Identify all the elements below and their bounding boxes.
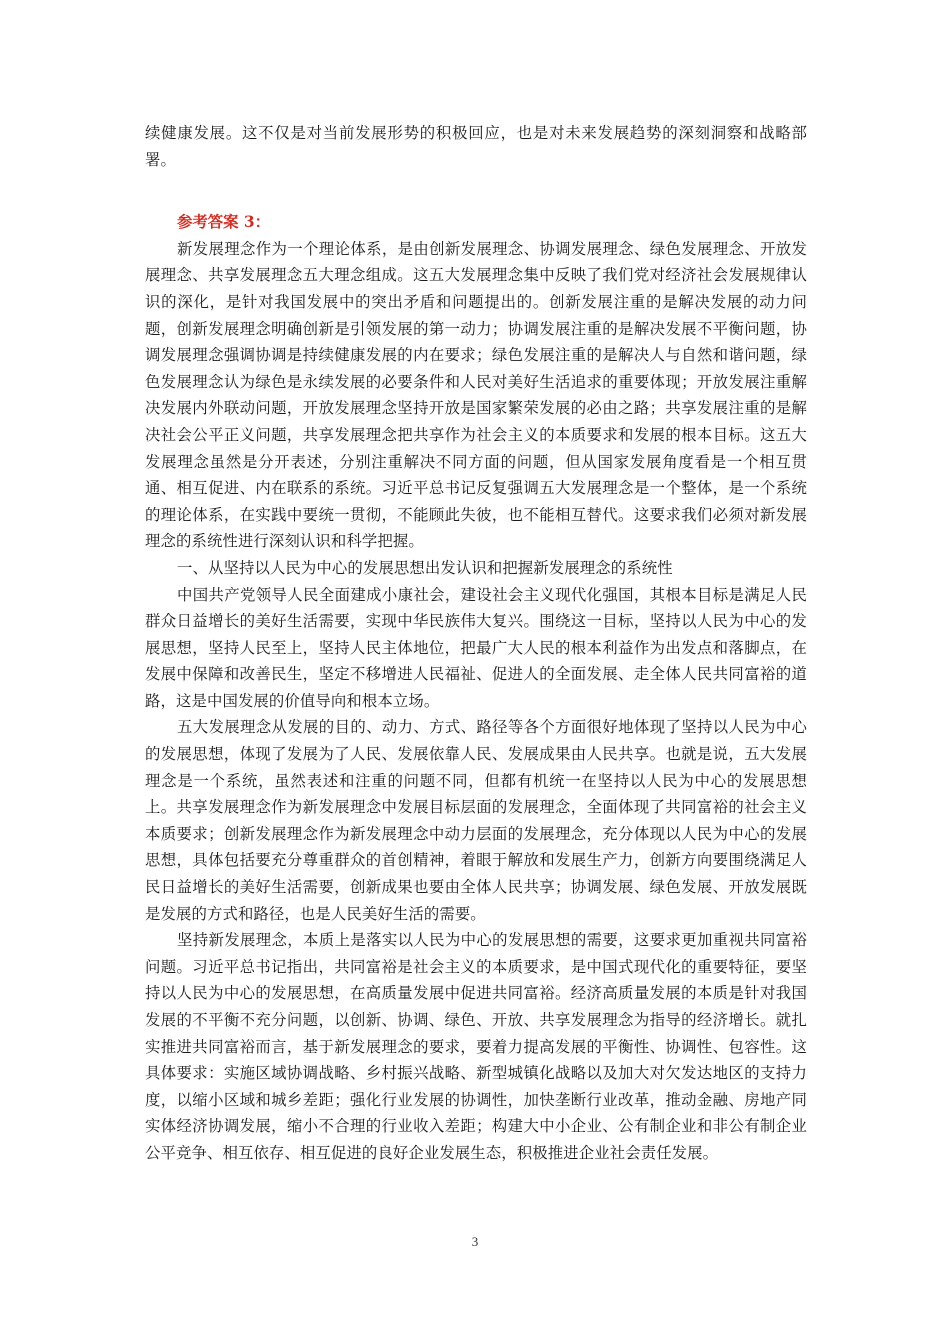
answer-heading: 参考答案 3： [177, 213, 271, 232]
body-paragraph-3: 五大发展理念从发展的目的、动力、方式、路径等各个方面很好地体现了坚持以人民为中心的发展思想，体现了发展为了人民、发展依靠人民、发展成果由人民共享。也就是说，五大发展理念是一个系统，虽然表述和注重的问题不同，但都有机统一在坚持以人民为中心的发展思想上。共享发展理念作为新发展理念中发展目标层面的发展理念，全面体现了共同富裕的社会主义本质要求；创新发展理念作为新发展理念中动力层面的发展理念，充分体现以人民为中心的发展思想，具体包括要充分尊重群众的首创精神，着眼于解放和发展生产力，创新方向要围绕满足人民日益增长的美好生活需要，创新成果也要由全体人民共享；协调发展、绿色发展、开放发展既是发展的方式和路径，也是人民美好生活的需要。 [145, 718, 807, 923]
body-paragraph-1: 新发展理念作为一个理论体系，是由创新发展理念、协调发展理念、绿色发展理念、开放发展理念、共享发展理念五大理念组成。这五大发展理念集中反映了我们党对经济社会发展规律认识的深化，是针对我国发展中的突出矛盾和问题提出的。创新发展注重的是解决发展的动力问题，创新发展理念明确创新是引领发展的第一动力；协调发展注重的是解决发展不平衡问题，协调发展理念强调协调是持续健康发展的内在要求；绿色发展注重的是解决人与自然和谐问题，绿色发展理念认为绿色是永续发展的必要条件和人民对美好生活追求的重要体现；开放发展注重解决发展内外联动问题，开放发展理念坚持开放是国家繁荣发展的必由之路；共享发展注重的是解决社会公平正义问题，共享发展理念把共享作为社会主义的本质要求和发展的根本目标。这五大发展理念虽然是分开表述，分别注重解决不同方面的问题，但从国家发展角度看是一个相互贯通、相互促进、内在联系的系统。习近平总书记反复强调五大发展理念是一个整体，是一个系统的理论体系，在实践中要统一贯彻，不能顾此失彼，也不能相互替代。这要求我们必须对新发展理念的系统性进行深刻认识和科学把握。 [145, 239, 807, 551]
body-paragraph-2: 中国共产党领导人民全面建成小康社会，建设社会主义现代化强国，其根本目标是满足人民群众日益增长的美好生活需要，实现中华民族伟大复兴。围绕这一目标，坚持以人民为中心的发展思想，坚持人民至上，坚持人民主体地位，把最广大人民的根本利益作为出发点和落脚点，在发展中保障和改善民生，坚定不移增进人民福祉、促进人的全面发展、走全体人民共同富裕的道路，这是中国发展的价值导向和根本立场。 [145, 585, 807, 710]
document-page [145, 120, 807, 1167]
section-heading-1: 一、从坚持以人民为中心的发展思想出发认识和把握新发展理念的系统性 [177, 558, 673, 577]
body-paragraph-4: 坚持新发展理念，本质上是落实以人民为中心的发展思想的需要，这要求更加重视共同富裕问题。习近平总书记指出，共同富裕是社会主义的本质要求，是中国式现代化的重要特征，要坚持以人民为中心的发展思想，在高质量发展中促进共同富裕。经济高质量发展的本质是针对我国发展的不平衡不充分问题，以创新、协调、绿色、开放、共享发展理念为指导的经济增长。就扎实推进共同富裕而言，基于新发展理念的要求，要着力提高发展的平衡性、协调性、包容性。这具体要求：实施区域协调战略、乡村振兴战略、新型城镇化战略以及加大对欠发达地区的支持力度，以缩小区域和城乡差距；强化行业发展的协调性，加快垄断行业改革，推动金融、房地产同实体经济协调发展，缩小不合理的行业收入差距；构建大中小企业、公有制企业和非公有制企业公平竞争、相互依存、相互促进的良好企业发展生态，积极推进企业社会责任发展。 [145, 931, 807, 1162]
continuation-paragraph: 续健康发展。这不仅是对当前发展形势的积极回应，也是对未来发展趋势的深刻洞察和战略部署。 [145, 124, 807, 169]
page-number: 3 [471, 1234, 479, 1249]
